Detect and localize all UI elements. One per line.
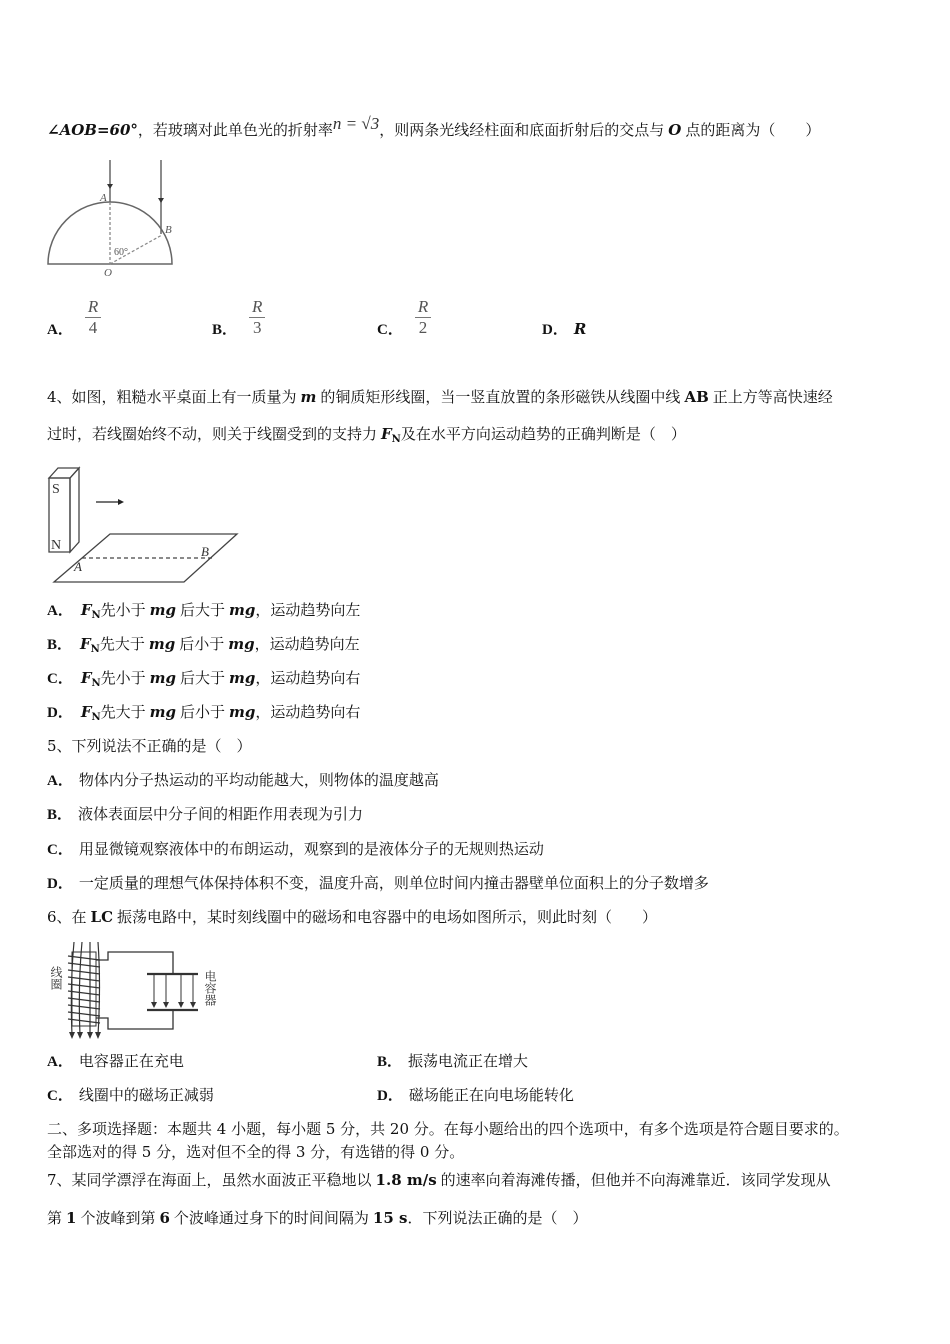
svg-text:A: A — [74, 559, 82, 574]
q6-option-b[interactable]: B． 振荡电流正在增大 — [377, 1052, 529, 1070]
section2-instructions-line1: 二、多项选择题：本题共 4 小题，每小题 5 分，共 20 分。在每小题给出的四个选项中，有多个选项是符合题目要求的。 — [47, 1120, 849, 1138]
svg-text:S: S — [52, 482, 60, 497]
q5-option-c[interactable]: C． 用显微镜观察液体中的布朗运动，观察到的是液体分子的无规则热运动 — [47, 840, 544, 858]
q4-stem-line1: 4、如图，粗糙水平桌面上有一质量为 m 的铜质矩形线圈，当一竖直放置的条形磁铁从线圈中线 AB 正上方等高快速经 — [47, 388, 833, 406]
q5-option-b[interactable]: B． 液体表面层中分子间的相距作用表现为引力 — [47, 805, 364, 823]
q3-option-b[interactable]: B． $\frac{R}{3}$ — [212, 296, 265, 339]
refractive-index-formula: n = √3 — [332, 114, 380, 133]
lc-circuit-figure — [48, 940, 228, 1040]
q3-option-c[interactable]: C． $\frac{R}{2}$ — [377, 296, 431, 339]
q4-option-a[interactable]: A． $F_N$先小于 mg 后大于 mg，运动趋势向左 — [47, 601, 361, 621]
q4-stem-line2: 过时，若线圈始终不动，则关于线圈受到的支持力 $F_N$及在水平方向运动趋势的正确判断是（ ） — [47, 425, 686, 445]
q6-stem: 6、在 LC 振荡电路中，某时刻线圈中的磁场和电容器中的电场如图所示，则此时刻（ ） — [47, 908, 658, 926]
magnet-coil-figure — [44, 464, 244, 589]
section2-instructions-line2: 全部选对的得 5 分，选对但不全的得 3 分，有选错的得 0 分。 — [47, 1143, 465, 1161]
q6-option-c[interactable]: C． 线圈中的磁场正减弱 — [47, 1086, 214, 1104]
svg-text:60°: 60° — [114, 247, 128, 258]
capacitor-label: 电容器 — [203, 970, 217, 1006]
svg-text:A: A — [100, 192, 107, 204]
q7-stem-line1: 7、某同学漂浮在海面上，虽然水面波正平稳地以 1.8 m/s 的速率向着海滩传播，但他并不向海滩靠近．该同学发现从 — [47, 1171, 831, 1189]
q4-option-c[interactable]: C． $F_N$先小于 mg 后大于 mg，运动趋势向右 — [47, 669, 361, 689]
svg-text:O: O — [104, 267, 112, 278]
fraction: $\frac{R}{3}$ — [249, 297, 265, 338]
angle-aob: ∠AOB=60° — [47, 121, 138, 139]
svg-text:B: B — [201, 544, 209, 559]
fraction: $\frac{R}{4}$ — [85, 297, 101, 338]
q3-stem: ∠AOB=60°，若玻璃对此单色光的折射率n = √3，则两条光线经柱面和底面折射后的交点与 O 点的距离为（ ） — [47, 114, 821, 139]
q4-option-d[interactable]: D． $F_N$先大于 mg 后小于 mg，运动趋势向右 — [47, 703, 361, 723]
svg-text:N: N — [51, 538, 62, 553]
svg-text:B: B — [165, 224, 172, 236]
q6-option-d[interactable]: D． 磁场能正在向电场能转化 — [377, 1086, 574, 1104]
q4-option-b[interactable]: B． $F_N$先大于 mg 后小于 mg，运动趋势向左 — [47, 635, 360, 655]
q6-option-a[interactable]: A． 电容器正在充电 — [47, 1052, 184, 1070]
coil-label: 线圈 — [49, 966, 63, 990]
q7-stem-line2: 第 1 个波峰到第 6 个波峰通过身下的时间间隔为 15 s．下列说法正确的是（ ） — [47, 1209, 588, 1227]
q3-option-d[interactable]: D． R — [542, 319, 587, 338]
q5-stem: 5、下列说法不正确的是（ ） — [47, 737, 252, 755]
q3-option-a[interactable]: A． $\frac{R}{4}$ — [47, 296, 101, 339]
semicircle-glass-figure — [44, 158, 179, 278]
fraction: $\frac{R}{2}$ — [415, 297, 431, 338]
q5-option-a[interactable]: A． 物体内分子热运动的平均动能越大，则物体的温度越高 — [47, 771, 439, 789]
q5-option-d[interactable]: D． 一定质量的理想气体保持体积不变，温度升高，则单位时间内撞击器壁单位面积上的分子数增多 — [47, 874, 709, 892]
